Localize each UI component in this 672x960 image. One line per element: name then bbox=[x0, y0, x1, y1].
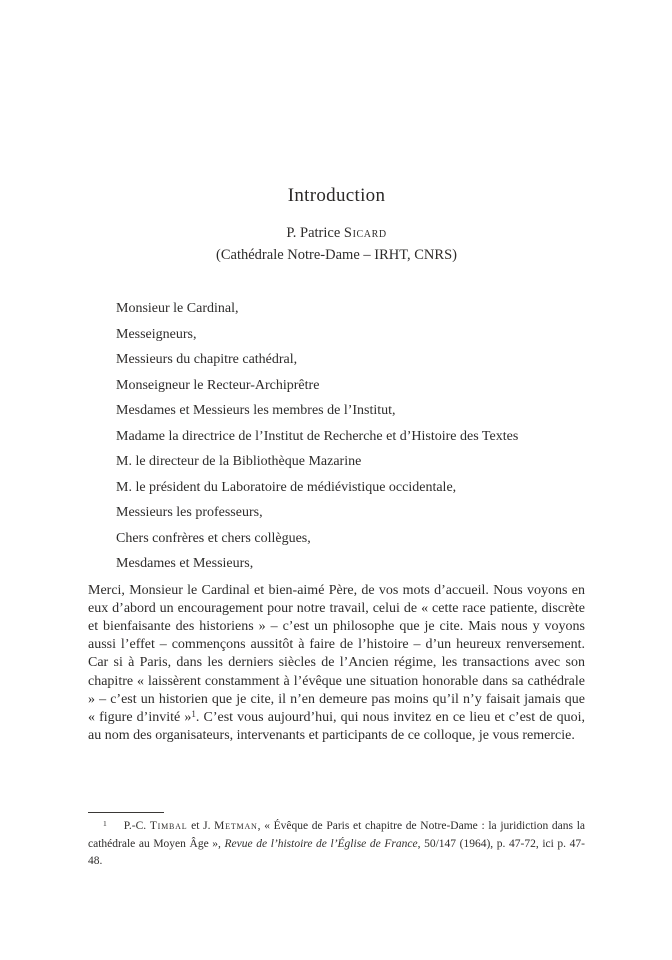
page-title: Introduction bbox=[287, 185, 386, 206]
paragraph-text-before-note: Merci, Monsieur le Cardinal et bien-aimé Père, de vos mots d’accueil. Nous voyons en eux d’abord un encouragement pour notre travail, celui de « cette race patiente, discrète et bienfaisante des historiens » – c’est un philosophe que je cite. Mais nous y voyons aussi l’effet – commençons aussitôt à faire de l’histoire – d’un heureux renversement. Car si à Paris, dans les derniers siècles de l’Ancien régime, les transactions avec son chapitre « laissèrent constamment à l’évêque une situation honorable dans sa cathédrale » – c’est un historien que je cite, il n’en demeure pas moins qu’il n’y faisait jamais que « figure d’invité » bbox=[88, 582, 585, 725]
salutation-line: Messieurs du chapitre cathédral, bbox=[116, 352, 298, 367]
footnote-author-metman: Metman bbox=[214, 820, 258, 832]
footnote-separator-rule bbox=[88, 812, 164, 813]
author-given-name: P. Patrice bbox=[286, 225, 344, 241]
footnote-reference-marker: 1 bbox=[191, 708, 196, 719]
footnote-authors-middle: et J. bbox=[187, 820, 215, 832]
salutation-line: Madame la directrice de l’Institut de Recherche et d’Histoire des Textes bbox=[116, 428, 519, 444]
affiliation-line: (Cathédrale Notre-Dame – IRHT, CNRS) bbox=[216, 247, 457, 263]
footnote-reference-details: , 50/147 (1964), p. 47-72, ici p. 47-48. bbox=[88, 837, 585, 867]
footnote-number: 1 bbox=[103, 818, 107, 828]
body-paragraph bbox=[88, 582, 585, 746]
salutation-line: Messieurs les professeurs, bbox=[116, 505, 263, 520]
footnote-article-title: , « Évêque de Paris et chapitre de Notre-Dame : la juridiction dans la cathédrale au Moyen Âge », bbox=[88, 820, 586, 850]
salutation-line: Mesdames et Messieurs, bbox=[116, 556, 254, 571]
footnote-journal-title: Revue de l’histoire de l’Église de France bbox=[224, 837, 418, 850]
salutation-line: M. le directeur de la Bibliothèque Mazarine bbox=[116, 454, 362, 469]
paragraph-text-after-note: . C’est vous aujourd’hui, qui nous invitez en ce lieu et c’est de quoi, au nom des organisateurs, intervenants et participants de ce colloque, je vous remercie. bbox=[88, 709, 585, 744]
text-block bbox=[88, 184, 586, 867]
salutation-line: Monsieur le Cardinal, bbox=[116, 301, 239, 316]
author-surname: Sicard bbox=[343, 225, 387, 241]
footnote bbox=[88, 818, 585, 871]
footnote-area bbox=[88, 812, 585, 871]
salutation-line: Chers confrères et chers collègues, bbox=[116, 530, 311, 546]
salutation-line: Monseigneur le Recteur-Archiprêtre bbox=[116, 377, 320, 393]
footnote-authors-prefix: P.-C. bbox=[123, 820, 150, 832]
salutation-line: Messeigneurs, bbox=[116, 326, 197, 342]
salutation-line: M. le président du Laboratoire de médiévistique occidentale, bbox=[116, 479, 457, 495]
author-line bbox=[88, 222, 585, 244]
salutation-line: Mesdames et Messieurs les membres de l’Institut, bbox=[116, 403, 396, 418]
salutation-list bbox=[88, 296, 585, 577]
footnote-author-timbal: Timbal bbox=[149, 820, 188, 832]
